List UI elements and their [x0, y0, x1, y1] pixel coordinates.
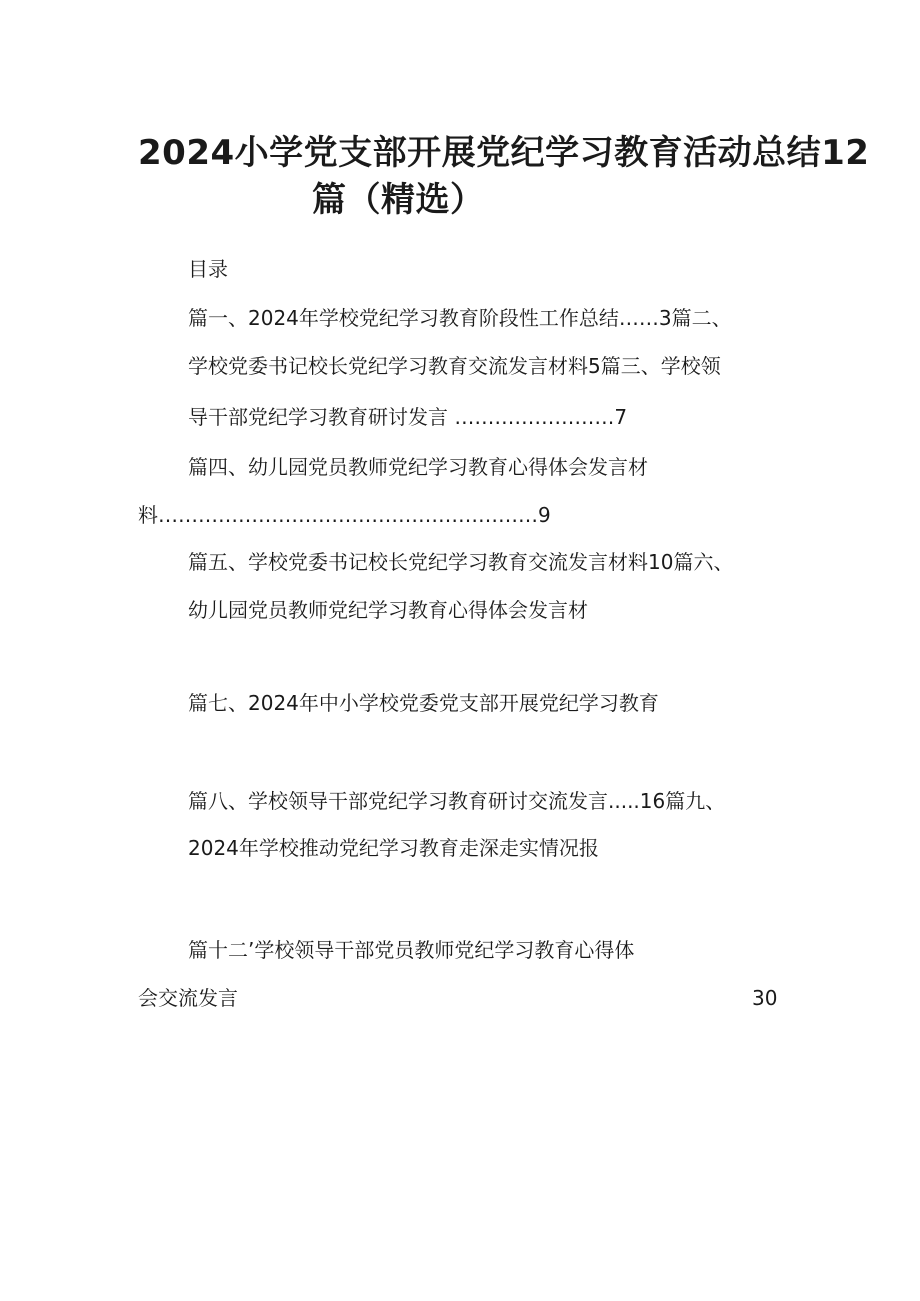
toc-line: 篇十二’学校领导干部党员教师党纪学习教育心得体 — [188, 938, 635, 962]
toc-line: 学校党委书记校长党纪学习教育交流发言材料5篇三、学校领 — [188, 354, 721, 378]
toc-line: 篇五、学校党委书记校长党纪学习教育交流发言材料10篇六、 — [188, 550, 734, 574]
toc-line: 篇七、2024年中小学校党委党支部开展党纪学习教育 — [188, 691, 659, 715]
document-title-line-2: 篇（精选） — [312, 180, 485, 220]
toc-line: 导干部党纪学习教育研讨发言 ……………………7 — [188, 405, 628, 429]
toc-line: 篇八、学校领导干部党纪学习教育研讨交流发言.....16篇九、 — [188, 789, 726, 813]
toc-line: 篇四、幼儿园党员教师党纪学习教育心得体会发言材 — [188, 455, 648, 479]
toc-line: 会交流发言 — [138, 986, 238, 1010]
toc-line: 2024年学校推动党纪学习教育走深走实情况报 — [188, 836, 599, 860]
document-title-line-1: 2024小学党支部开展党纪学习教育活动总结12 — [138, 133, 870, 173]
toc-heading: 目录 — [188, 257, 228, 281]
toc-line: 篇一、2024年学校党纪学习教育阶段性工作总结……3篇二、 — [188, 306, 732, 330]
toc-line: 料…………………………………………………9 — [138, 503, 551, 527]
toc-page-number: 30 — [752, 986, 778, 1010]
toc-line: 幼儿园党员教师党纪学习教育心得体会发言材 — [188, 598, 588, 622]
